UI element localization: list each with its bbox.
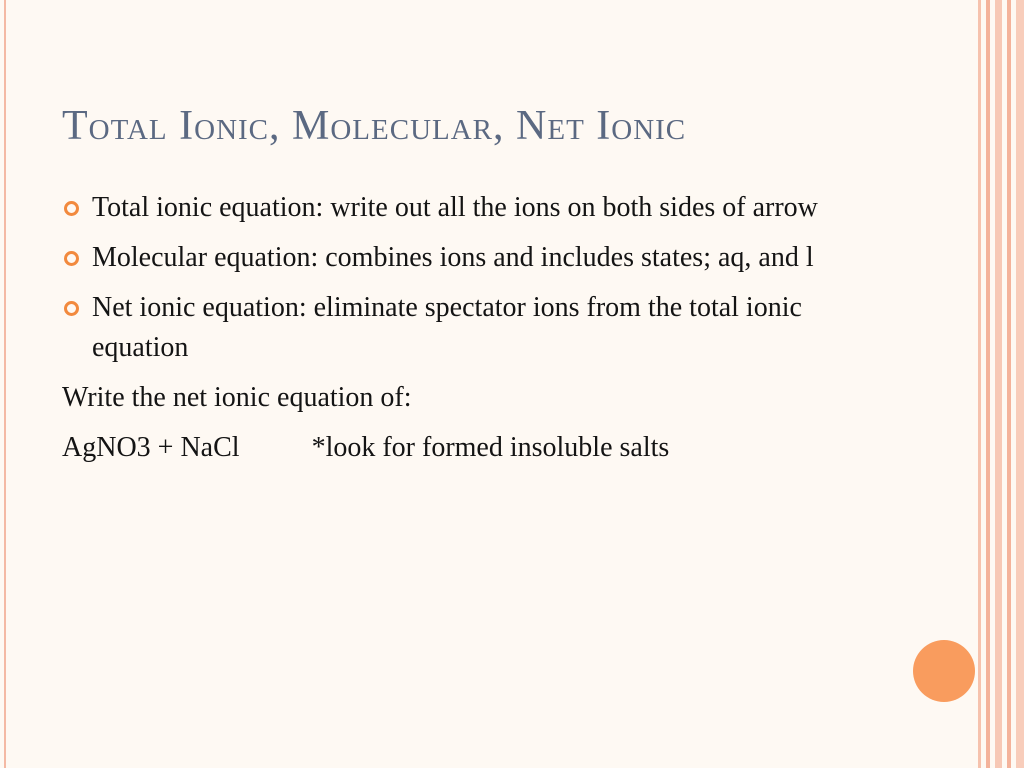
prompt-line: Write the net ionic equation of: <box>62 382 412 413</box>
slide-title: Total Ionic, Molecular, Net Ionic <box>62 103 687 149</box>
reaction-hint: *look for formed insoluble salts <box>311 432 670 463</box>
bullet-text: Total ionic equation: write out all the ions on both sides of arrow <box>92 192 818 223</box>
right-stripe <box>1007 0 1011 768</box>
bullet-item <box>62 188 892 228</box>
reaction-equation: AgNO3 + NaCl <box>62 432 240 463</box>
hollow-circle-bullet-icon <box>64 251 79 266</box>
right-stripe <box>1016 0 1024 768</box>
right-stripe <box>978 0 981 768</box>
bullet-item <box>62 288 892 368</box>
slide-body <box>62 188 892 478</box>
right-stripe <box>995 0 1002 768</box>
left-border-line <box>4 0 6 768</box>
reaction-line <box>62 428 892 468</box>
bullet-item <box>62 238 892 278</box>
bullet-text: Net ionic equation: eliminate spectator ions from the total ionic equation <box>92 292 802 363</box>
hollow-circle-bullet-icon <box>64 201 79 216</box>
hollow-circle-bullet-icon <box>64 301 79 316</box>
right-stripe <box>986 0 990 768</box>
orange-circle-icon <box>913 640 975 702</box>
bullet-list <box>62 188 892 368</box>
bullet-text: Molecular equation: combines ions and includes states; aq, and l <box>92 242 814 273</box>
